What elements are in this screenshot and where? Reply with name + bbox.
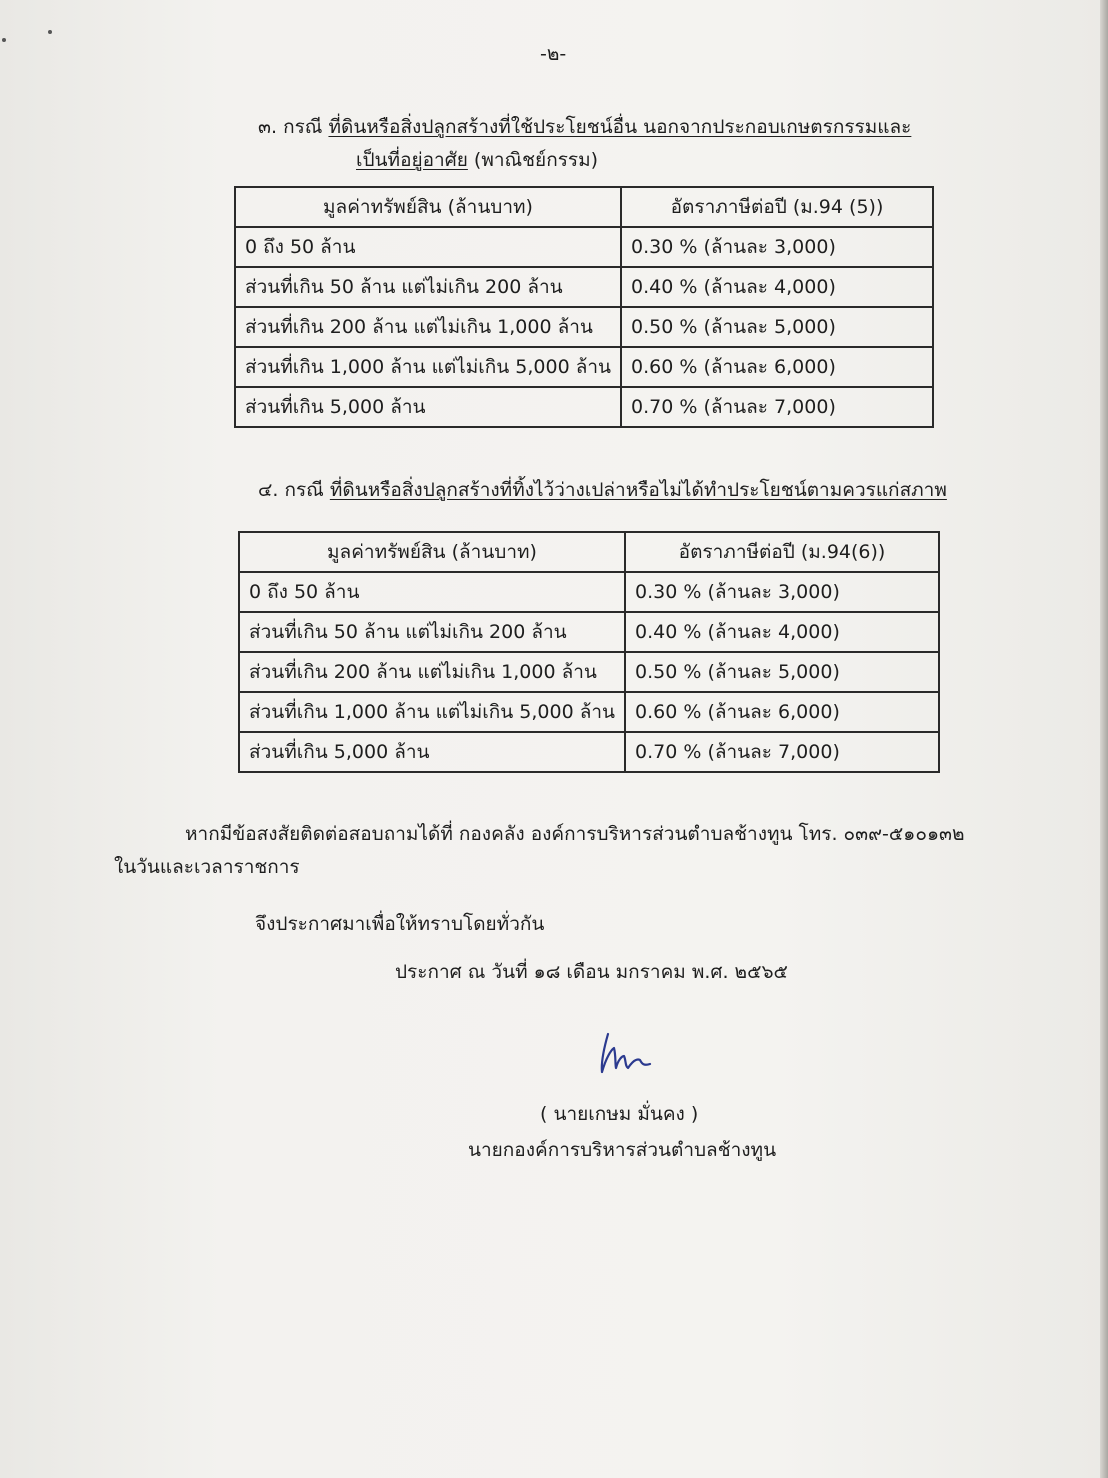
section4-heading: [258, 478, 947, 502]
section3-title: ที่ดินหรือสิ่งปลูกสร้างที่ใช้ประโยชน์อื่น นอกจากประกอบเกษตรกรรมและ: [328, 116, 912, 138]
section3-rate-table: [234, 186, 934, 428]
cell-tax-rate: 0.40 % (ล้านละ 4,000): [625, 612, 939, 652]
table-row: [239, 692, 939, 732]
cell-tax-rate: 0.70 % (ล้านละ 7,000): [625, 732, 939, 772]
table-row: [235, 347, 933, 387]
section3-prefix: ๓. กรณี: [258, 116, 329, 138]
section4-rate-table: [238, 531, 940, 773]
section4-title: ที่ดินหรือสิ่งปลูกสร้างที่ทิ้งไว้ว่างเปล่าหรือไม่ได้ทำประโยชน์ตามควรแก่สภาพ: [329, 479, 947, 501]
section3-heading-line2: [356, 148, 598, 172]
column-header-value: มูลค่าทรัพย์สิน (ล้านบาท): [235, 187, 621, 227]
cell-value-range: ส่วนที่เกิน 1,000 ล้าน แต่ไม่เกิน 5,000 ล้าน: [239, 692, 625, 732]
cell-value-range: ส่วนที่เกิน 50 ล้าน แต่ไม่เกิน 200 ล้าน: [239, 612, 625, 652]
speck: [48, 30, 52, 34]
column-header-rate: อัตราภาษีต่อปี (ม.94 (5)): [621, 187, 933, 227]
cell-value-range: ส่วนที่เกิน 200 ล้าน แต่ไม่เกิน 1,000 ล้าน: [239, 652, 625, 692]
speck: [2, 38, 6, 42]
announcement-closing: จึงประกาศมาเพื่อให้ทราบโดยทั่วกัน: [255, 913, 545, 935]
table-row: [235, 387, 933, 427]
page-number: -๒-: [540, 43, 567, 65]
cell-tax-rate: 0.50 % (ล้านละ 5,000): [621, 307, 933, 347]
cell-tax-rate: 0.30 % (ล้านละ 3,000): [625, 572, 939, 612]
cell-value-range: 0 ถึง 50 ล้าน: [235, 227, 621, 267]
page-edge-shadow: [1100, 0, 1108, 1478]
column-header-rate: อัตราภาษีต่อปี (ม.94(6)): [625, 532, 939, 572]
cell-tax-rate: 0.70 % (ล้านละ 7,000): [621, 387, 933, 427]
table-row: [239, 612, 939, 652]
announcement-date: ประกาศ ณ วันที่ ๑๘ เดือน มกราคม พ.ศ. ๒๕๖๕: [395, 961, 788, 983]
section3-title-cont: เป็นที่อยู่อาศัย: [356, 149, 468, 171]
contact-paragraph: หากมีข้อสงสัยติดต่อสอบถามได้ที่ กองคลัง องค์การบริหารส่วนตำบลช้างทูน โทร. ๐๓๙-๕๑๐๑๓๒: [185, 823, 965, 845]
table-header-row: [239, 532, 939, 572]
signer-position: นายกองค์การบริหารส่วนตำบลช้างทูน: [468, 1139, 777, 1161]
table-row: [239, 652, 939, 692]
cell-tax-rate: 0.60 % (ล้านละ 6,000): [625, 692, 939, 732]
cell-value-range: 0 ถึง 50 ล้าน: [239, 572, 625, 612]
cell-tax-rate: 0.50 % (ล้านละ 5,000): [625, 652, 939, 692]
table-row: [235, 307, 933, 347]
cell-tax-rate: 0.30 % (ล้านละ 3,000): [621, 227, 933, 267]
signature-mark: [598, 1028, 658, 1078]
table-header-row: [235, 187, 933, 227]
cell-value-range: ส่วนที่เกิน 5,000 ล้าน: [235, 387, 621, 427]
cell-value-range: ส่วนที่เกิน 5,000 ล้าน: [239, 732, 625, 772]
table-row: [239, 732, 939, 772]
contact-paragraph-cont: ในวันและเวลาราชการ: [114, 856, 300, 878]
table-row: [235, 267, 933, 307]
cell-tax-rate: 0.40 % (ล้านละ 4,000): [621, 267, 933, 307]
cell-value-range: ส่วนที่เกิน 50 ล้าน แต่ไม่เกิน 200 ล้าน: [235, 267, 621, 307]
section4-prefix: ๔. กรณี: [258, 479, 330, 501]
table-row: [239, 572, 939, 612]
cell-value-range: ส่วนที่เกิน 1,000 ล้าน แต่ไม่เกิน 5,000 ล้าน: [235, 347, 621, 387]
cell-value-range: ส่วนที่เกิน 200 ล้าน แต่ไม่เกิน 1,000 ล้าน: [235, 307, 621, 347]
cell-tax-rate: 0.60 % (ล้านละ 6,000): [621, 347, 933, 387]
signer-name: ( นายเกษม มั่นคง ): [540, 1103, 699, 1125]
table-row: [235, 227, 933, 267]
section3-category: (พาณิชย์กรรม): [467, 149, 599, 171]
column-header-value: มูลค่าทรัพย์สิน (ล้านบาท): [239, 532, 625, 572]
section3-heading: [258, 115, 911, 139]
